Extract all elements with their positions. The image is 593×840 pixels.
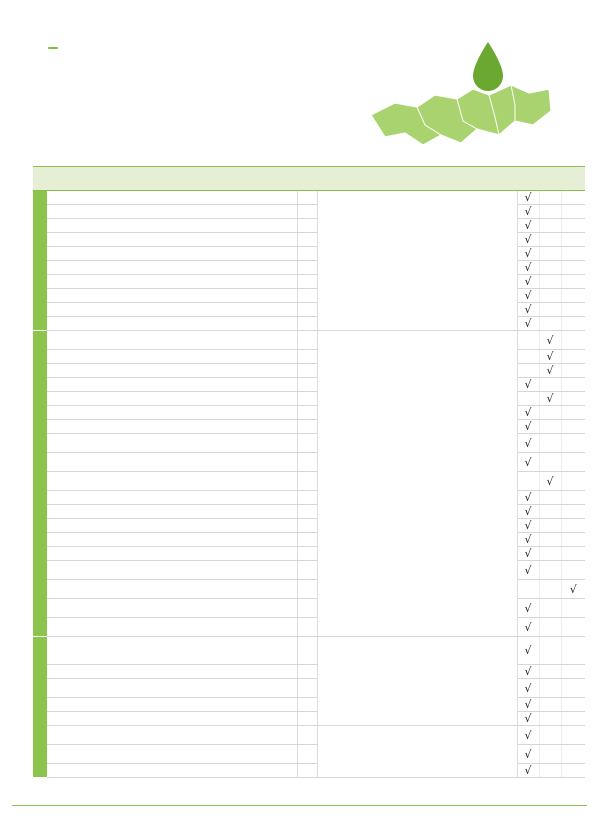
check-mark: √ <box>517 679 539 698</box>
service-example <box>107 561 297 580</box>
footer-divider <box>12 805 587 806</box>
empty-check-cell <box>539 303 561 317</box>
empty-check-cell <box>539 618 561 637</box>
empty-check-cell <box>561 275 585 289</box>
service-item <box>47 420 107 434</box>
service-example <box>107 406 297 420</box>
service-item <box>47 406 107 420</box>
empty-check-cell <box>561 599 585 618</box>
empty-check-cell <box>561 261 585 275</box>
service-item <box>47 317 107 331</box>
service-example <box>107 392 297 406</box>
empty-check-cell <box>561 547 585 561</box>
empty-check-cell <box>539 561 561 580</box>
service-item <box>47 219 107 233</box>
service-example <box>107 303 297 317</box>
empty-check-cell <box>539 491 561 505</box>
grade-value <box>297 317 317 331</box>
service-example <box>107 219 297 233</box>
service-example <box>107 491 297 505</box>
empty-check-cell <box>539 247 561 261</box>
service-example <box>107 434 297 453</box>
service-item <box>47 453 107 472</box>
empty-check-cell <box>539 745 561 764</box>
check-mark: √ <box>517 712 539 726</box>
category-label <box>33 637 47 778</box>
grade-value <box>297 434 317 453</box>
grade-value <box>297 247 317 261</box>
grade-value <box>297 453 317 472</box>
service-item <box>47 392 107 406</box>
service-example <box>107 519 297 533</box>
check-mark: √ <box>539 472 561 491</box>
grade-value <box>297 331 317 350</box>
service-item <box>47 289 107 303</box>
empty-check-cell <box>561 472 585 491</box>
service-item <box>47 191 107 205</box>
category-label <box>33 331 47 637</box>
empty-check-cell <box>517 472 539 491</box>
empty-check-cell <box>561 665 585 679</box>
service-item <box>47 745 107 764</box>
service-example <box>107 505 297 519</box>
empty-check-cell <box>539 261 561 275</box>
empty-check-cell <box>561 491 585 505</box>
grade-value <box>297 219 317 233</box>
assessment-table <box>33 166 585 778</box>
grade-value <box>297 726 317 745</box>
empty-check-cell <box>561 726 585 745</box>
service-item <box>47 434 107 453</box>
check-mark: √ <box>561 580 585 599</box>
service-item <box>47 618 107 637</box>
empty-check-cell <box>561 561 585 580</box>
grade-value <box>297 233 317 247</box>
service-example <box>107 580 297 599</box>
empty-check-cell <box>561 289 585 303</box>
check-mark: √ <box>517 378 539 392</box>
grade-value <box>297 392 317 406</box>
service-example <box>107 665 297 679</box>
service-example <box>107 745 297 764</box>
service-item <box>47 364 107 378</box>
empty-check-cell <box>539 205 561 219</box>
grade-value <box>297 364 317 378</box>
grade-value <box>297 764 317 778</box>
service-item <box>47 764 107 778</box>
service-item <box>47 247 107 261</box>
empty-check-cell <box>539 275 561 289</box>
check-mark: √ <box>517 205 539 219</box>
side-label <box>2 640 12 775</box>
empty-check-cell <box>561 392 585 406</box>
empty-check-cell <box>561 679 585 698</box>
check-mark: √ <box>517 764 539 778</box>
check-mark: √ <box>539 350 561 364</box>
check-mark: √ <box>517 533 539 547</box>
service-item <box>47 233 107 247</box>
service-item <box>47 519 107 533</box>
service-item <box>47 637 107 665</box>
check-mark: √ <box>517 317 539 331</box>
empty-check-cell <box>517 580 539 599</box>
header-scope <box>517 167 585 179</box>
check-mark: √ <box>517 420 539 434</box>
check-mark: √ <box>517 698 539 712</box>
check-mark: √ <box>517 289 539 303</box>
grade-value <box>297 303 317 317</box>
empty-check-cell <box>561 764 585 778</box>
check-mark: √ <box>517 247 539 261</box>
empty-check-cell <box>561 364 585 378</box>
service-example <box>107 261 297 275</box>
empty-check-cell <box>539 219 561 233</box>
service-item <box>47 472 107 491</box>
service-example <box>107 618 297 637</box>
grade-value <box>297 745 317 764</box>
empty-check-cell <box>561 637 585 665</box>
empty-check-cell <box>561 618 585 637</box>
check-mark: √ <box>517 505 539 519</box>
service-example <box>107 205 297 219</box>
empty-check-cell <box>561 303 585 317</box>
assessment-table-body <box>33 191 585 778</box>
empty-check-cell <box>517 364 539 378</box>
service-example <box>107 472 297 491</box>
empty-check-cell <box>539 726 561 745</box>
empty-check-cell <box>561 191 585 205</box>
grade-value <box>297 261 317 275</box>
grade-value <box>297 547 317 561</box>
table-row <box>33 191 585 205</box>
empty-check-cell <box>561 453 585 472</box>
empty-check-cell <box>539 453 561 472</box>
check-mark: √ <box>517 261 539 275</box>
category-label <box>33 191 47 331</box>
service-example <box>107 698 297 712</box>
check-mark: √ <box>517 547 539 561</box>
empty-check-cell <box>539 679 561 698</box>
service-item <box>47 491 107 505</box>
empty-check-cell <box>539 317 561 331</box>
header-scope-local <box>517 178 539 191</box>
service-example <box>107 364 297 378</box>
empty-check-cell <box>517 350 539 364</box>
check-mark: √ <box>517 453 539 472</box>
empty-check-cell <box>561 331 585 350</box>
grade-value <box>297 665 317 679</box>
empty-check-cell <box>561 247 585 261</box>
table-row <box>33 637 585 665</box>
header-example <box>107 167 297 191</box>
empty-check-cell <box>561 519 585 533</box>
check-mark: √ <box>517 618 539 637</box>
service-item <box>47 331 107 350</box>
date-line <box>33 124 54 137</box>
service-example <box>107 331 297 350</box>
service-item <box>47 698 107 712</box>
service-example <box>107 191 297 205</box>
grade-value <box>297 519 317 533</box>
empty-check-cell <box>561 434 585 453</box>
service-item <box>47 261 107 275</box>
empty-check-cell <box>561 533 585 547</box>
empty-check-cell <box>539 420 561 434</box>
empty-check-cell <box>539 764 561 778</box>
header-scope-nation <box>561 178 585 191</box>
service-item <box>47 712 107 726</box>
check-mark: √ <box>539 364 561 378</box>
empty-check-cell <box>539 378 561 392</box>
empty-check-cell <box>517 392 539 406</box>
empty-check-cell <box>539 665 561 679</box>
service-item <box>47 378 107 392</box>
empty-check-cell <box>561 420 585 434</box>
service-item <box>47 580 107 599</box>
grade-value <box>297 275 317 289</box>
empty-check-cell <box>539 406 561 420</box>
service-example <box>107 233 297 247</box>
grade-value <box>297 205 317 219</box>
check-mark: √ <box>517 434 539 453</box>
grade-value <box>297 618 317 637</box>
table-row <box>33 726 585 745</box>
empty-check-cell <box>561 233 585 247</box>
service-example <box>107 420 297 434</box>
empty-check-cell <box>539 233 561 247</box>
empty-check-cell <box>561 378 585 392</box>
service-item <box>47 599 107 618</box>
header-category <box>33 167 107 191</box>
check-mark: √ <box>517 665 539 679</box>
location-pin-icon <box>470 40 506 96</box>
check-mark: √ <box>539 331 561 350</box>
service-example <box>107 378 297 392</box>
service-item <box>47 350 107 364</box>
grade-value <box>297 698 317 712</box>
group-description <box>317 191 517 331</box>
grade-value <box>297 191 317 205</box>
page-tag <box>48 47 58 49</box>
address-line <box>33 107 54 120</box>
table-row <box>33 331 585 350</box>
service-example <box>107 764 297 778</box>
empty-check-cell <box>561 712 585 726</box>
service-example <box>107 547 297 561</box>
service-example <box>107 317 297 331</box>
check-mark: √ <box>517 191 539 205</box>
location-map <box>365 55 555 155</box>
grade-value <box>297 472 317 491</box>
empty-check-cell <box>539 191 561 205</box>
empty-check-cell <box>561 745 585 764</box>
empty-check-cell <box>539 505 561 519</box>
grade-value <box>297 533 317 547</box>
check-mark: √ <box>517 637 539 665</box>
check-mark: √ <box>517 233 539 247</box>
grade-value <box>297 712 317 726</box>
grade-value <box>297 420 317 434</box>
service-example <box>107 289 297 303</box>
header-description <box>317 167 517 191</box>
service-item <box>47 533 107 547</box>
grade-value <box>297 580 317 599</box>
service-example <box>107 599 297 618</box>
service-example <box>107 533 297 547</box>
empty-check-cell <box>517 331 539 350</box>
service-item <box>47 726 107 745</box>
service-example <box>107 712 297 726</box>
empty-check-cell <box>539 533 561 547</box>
service-item <box>47 561 107 580</box>
empty-check-cell <box>561 219 585 233</box>
service-example <box>107 275 297 289</box>
empty-check-cell <box>539 637 561 665</box>
empty-check-cell <box>561 505 585 519</box>
grade-value <box>297 378 317 392</box>
service-example <box>107 247 297 261</box>
empty-check-cell <box>539 289 561 303</box>
grade-value <box>297 350 317 364</box>
empty-check-cell <box>539 698 561 712</box>
service-example <box>107 453 297 472</box>
grade-value <box>297 289 317 303</box>
service-item <box>47 665 107 679</box>
grade-value <box>297 505 317 519</box>
service-item <box>47 547 107 561</box>
check-mark: √ <box>517 745 539 764</box>
empty-check-cell <box>561 317 585 331</box>
service-example <box>107 726 297 745</box>
footer <box>12 809 587 819</box>
check-mark: √ <box>539 392 561 406</box>
grade-value <box>297 406 317 420</box>
service-item <box>47 505 107 519</box>
group-description <box>317 637 517 726</box>
check-mark: √ <box>517 275 539 289</box>
check-mark: √ <box>517 519 539 533</box>
grade-value <box>297 599 317 618</box>
grade-value <box>297 637 317 665</box>
empty-check-cell <box>539 434 561 453</box>
check-mark: √ <box>517 303 539 317</box>
header-grade <box>297 167 317 191</box>
service-item <box>47 679 107 698</box>
group-description <box>317 726 517 778</box>
service-example <box>107 637 297 665</box>
empty-check-cell <box>561 406 585 420</box>
empty-check-cell <box>561 205 585 219</box>
header-scope-region <box>539 178 561 191</box>
empty-check-cell <box>539 580 561 599</box>
service-item <box>47 303 107 317</box>
service-example <box>107 679 297 698</box>
check-mark: √ <box>517 726 539 745</box>
service-item <box>47 275 107 289</box>
grade-value <box>297 491 317 505</box>
check-mark: √ <box>517 219 539 233</box>
check-mark: √ <box>517 599 539 618</box>
empty-check-cell <box>561 350 585 364</box>
check-mark: √ <box>517 561 539 580</box>
service-example <box>107 350 297 364</box>
check-mark: √ <box>517 491 539 505</box>
empty-check-cell <box>561 698 585 712</box>
grade-value <box>297 679 317 698</box>
check-mark: √ <box>517 406 539 420</box>
service-item <box>47 205 107 219</box>
empty-check-cell <box>539 547 561 561</box>
grade-value <box>297 561 317 580</box>
empty-check-cell <box>539 712 561 726</box>
group-description <box>317 331 517 637</box>
empty-check-cell <box>539 599 561 618</box>
empty-check-cell <box>539 519 561 533</box>
